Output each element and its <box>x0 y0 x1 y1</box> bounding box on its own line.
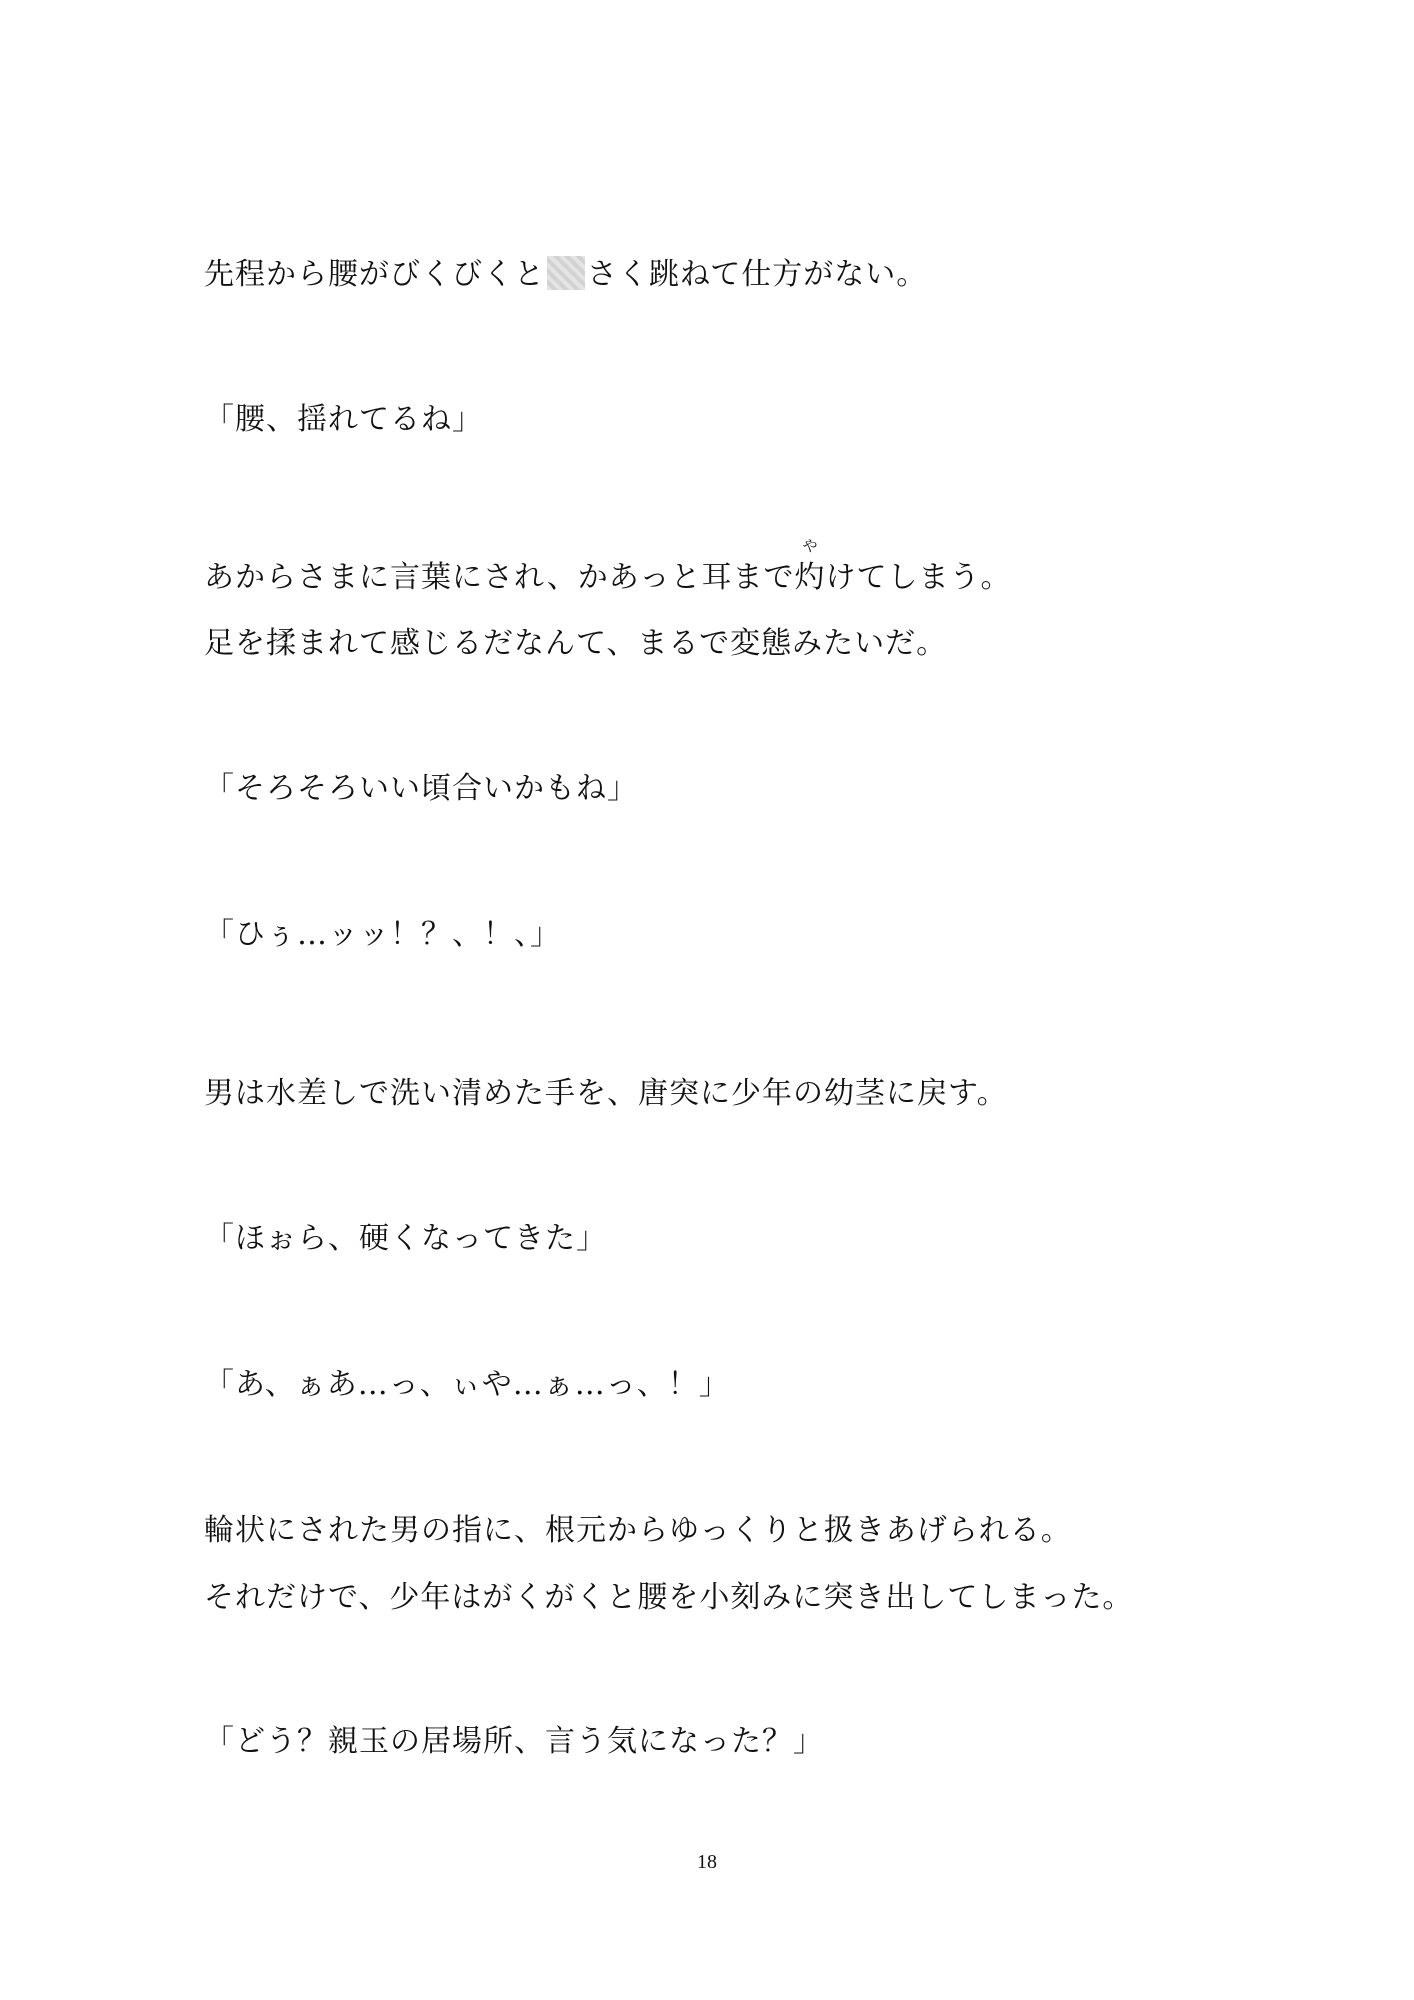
text-line-12: 「どう？親玉の居場所、言う気になった？」 <box>204 1724 824 1759</box>
text-line-5: 「そろそろいい頃合いかもね」 <box>204 771 638 806</box>
text-line-1 <box>204 255 927 295</box>
censor-mosaic <box>547 256 585 290</box>
text-line-6: 「ひぅ…ッッ！？、！、」 <box>204 917 561 952</box>
text-segment: 先程から腰がびくびくと <box>204 257 545 292</box>
text-segment: さく跳ねて仕方がない。 <box>587 257 928 292</box>
text-line-3 <box>204 537 1012 598</box>
ruby-reading: や <box>802 537 818 555</box>
text-line-11: それだけで、少年はがくがくと腰を小刻みに突き出してしまった。 <box>204 1580 1134 1615</box>
text-segment: あからさまに言葉にされ、かあっと耳まで <box>204 560 795 595</box>
text-line-10: 輪状にされた男の指に、根元からゆっくりと扱きあげられる。 <box>204 1513 1072 1548</box>
ruby-word <box>794 537 826 598</box>
text-line-7: 男は水差しで洗い清めた手を、唐突に少年の幼茎に戻す。 <box>204 1076 1008 1111</box>
ruby-base-text: 灼 <box>794 560 826 595</box>
text-line-8: 「ほぉら、硬くなってきた」 <box>204 1221 607 1256</box>
text-segment: けてしまう。 <box>825 560 1012 595</box>
text-line-9: 「あ、ぁあ…っ、ぃや…ぁ…っ、！」 <box>204 1367 730 1402</box>
text-line-4: 足を揉まれて感じるだなんて、まるで変態みたいだ。 <box>204 626 948 661</box>
page-number: 18 <box>697 1851 717 1873</box>
text-line-2: 「腰、揺れてるね」 <box>204 402 483 437</box>
